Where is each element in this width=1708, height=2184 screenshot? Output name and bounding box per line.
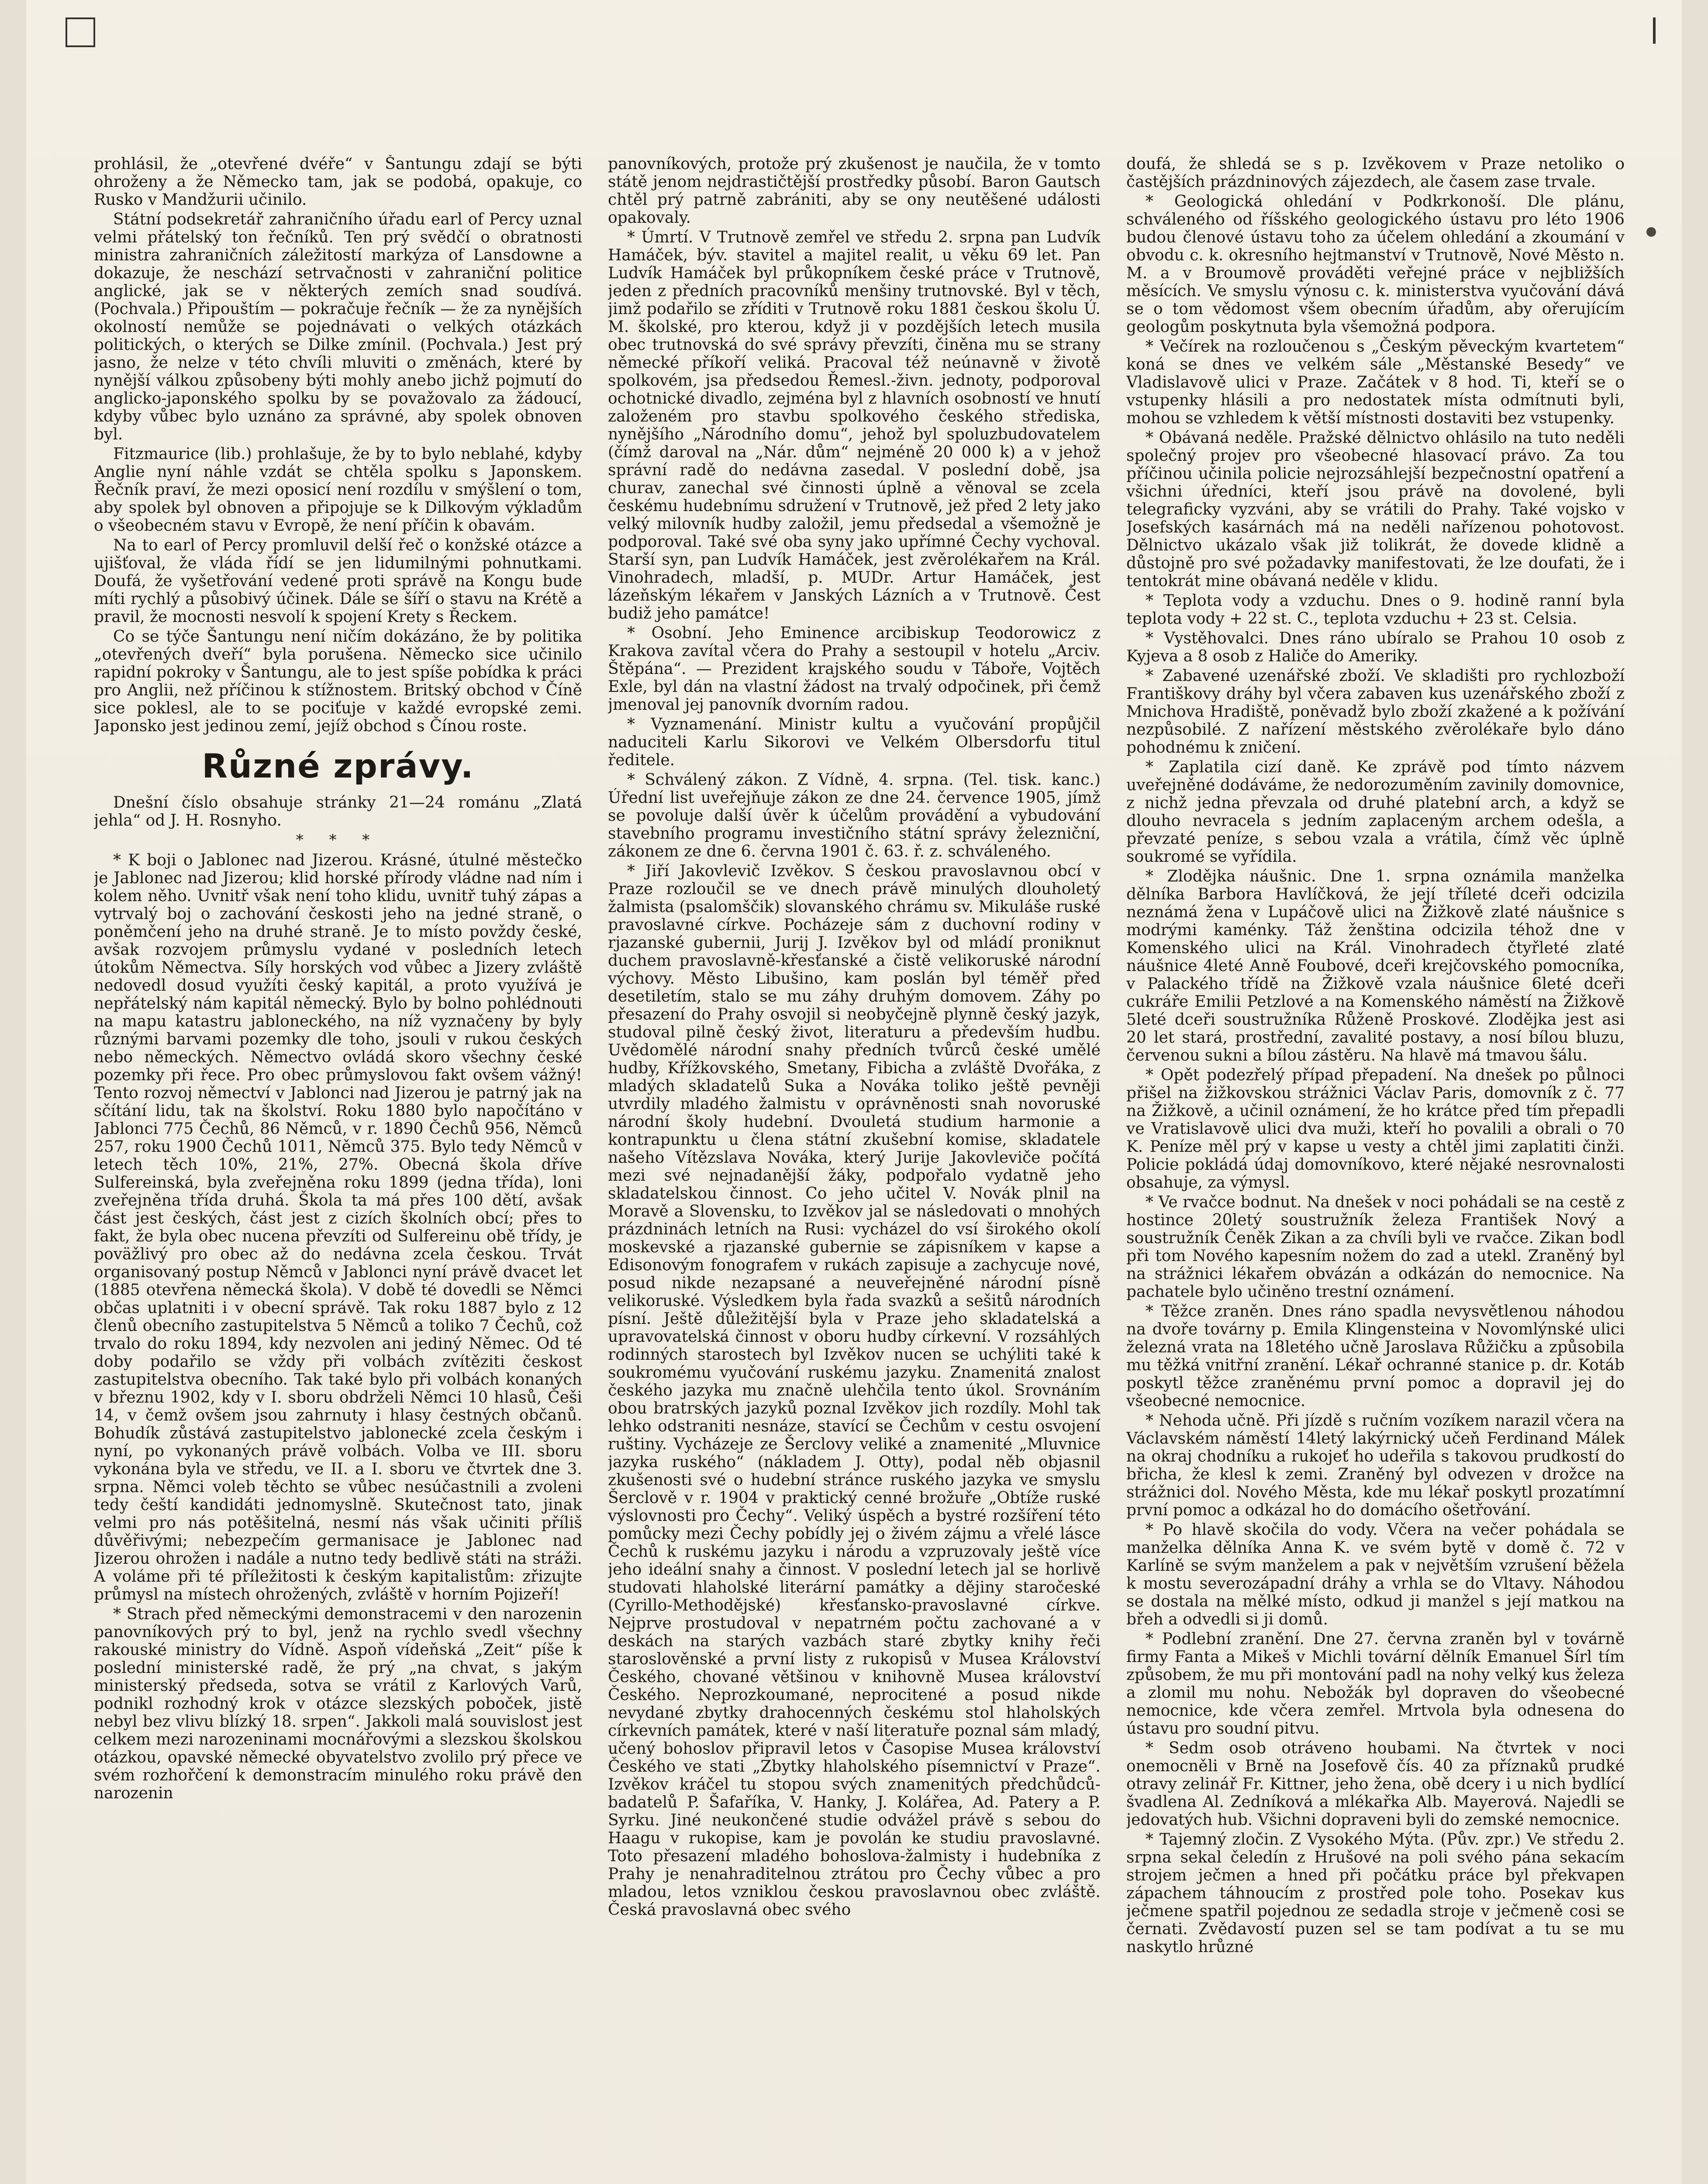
paragraph: * Tajemný zločin. Z Vysokého Mýta. (Pův. zpr.) Ve středu 2. srpna sekal čeledín z Hrušové na poli svého pána sekacím strojem ječmen a hned při počátku práce byl překvapen zápachem táhnoucím z prostřed pole toho. Posekav kus ječmene spatřil pojednou ze sedadla stroje v ječmeně cosi se černati. Zvědavostí puzen sel se tam podívat a tu se mu naskytlo hrůzné [1126,1831,1625,1956]
paragraph: * Jiří Jakovlevič Izvěkov. S českou pravoslavnou obcí v Praze rozloučil se ve dnech právě minulých dlouholetý žalmista (psalomščik) slovanského chrámu sv. Mikuláše ruské pravoslavné církve. Pocházeje sám z duchovní rodiny v rjazanské gubernii, Jurij J. Izvěkov byl od mládí proniknut duchem pravoslavně-křesťanské a čistě velikoruské národní výchovy. Město Libušino, kam poslán byl téměř před desetiletím, stalo se mu záhy druhým domovem. Záhy po přesazení do Prahy osvojil si neobyčejně plynně český jazyk, studoval pilně český život, literaturu a především hudbu. Uvědomělé národní snahy předních tvůrců české umělé hudby, Křížkovského, Smetany, Fibicha a zvláště Dvořáka, z mladých skladatelů Suka a Nováka toliko ještě pevněji utvrdily mladého žalmistu v oprávněnosti snah novoruské národní školy hudební. Dvouletá studium harmonie a kontrapunktu u člena státní zkušební komise, skladatele našeho Vítězslava Nováka, který Jurije Jakovleviče počítá mezi své nejnadanější žáky, podpořalo vydatně jeho skladatelskou činnost. Co jeho učitel V. Novák plnil na Moravě a Slovensku, to Izvěkov jal se následovati o mnohých prázdninách letních na Rusi: vycházel do vsí širokého okolí moskevské a rjazanské gubernie se zápisníkem v kapse a Edisonovým fonografem v rukách zapisuje a zachycuje nové, posud nikde nezapsané a neuveřejněné národní písně velikoruské. Výsledkem byla řada svazků a sešitů národních písní. Ještě důležitější byla v Praze jeho skladatelská a upravovatelská činnost v oboru hudby církevní. V rozsáhlých rodinných starostech byl Izvěkov nucen se uchýliti také k soukromému vyučování ruskému jazyku. Znamenitá znalost českého jazyka mu značně ulehčila tento úkol. Srovnáním obou bratrských jazyků poznal Izvěkov jich rozdíly. Mohl tak lehko odstraniti nesnáze, stavící se Čechům v cestu osvojení ruštiny. Vycházeje ze Šerclovy veliké a znamenité „Mluvnice jazyka ruského“ (nákladem J. Otty), podal něb objasnil zkušenosti své o hudební stránce ruského jazyka ve smyslu Šerclově v r. 1904 v praktický cenné brožuře „Obtíže ruské výslovnosti pro Čechy“. Veliký úspěch a bystré rozšíření této pomůcky mezi Čechy pobídly jej o živém zájmu a vřelé lásce Čechů k ruskému jazyku i národu a vzpruzovaly ještě více jeho ideální snahy a činnost. V poslední letech jal se horlivě studovati hlaholské literární památky a dějiny staročeské (Cyrillo-Methodějské) křesťansko-pravoslavné církve. Nejprve prostudoval v nepatrném počtu zachované a v deskách na starých vazbách staré zbytky knihy řeči staroslověnské a první listy z rukopisů v Musea Království Českého, chované většinou v knihovně Musea království Českého. Neprozkoumané, neprocitené a posud nikde nevydané zbytky drahocenných českému stol hlaholských církevních památek, které v naší literatuře poznal sám mladý, učený bohoslov připravil letos v Časopise Musea království Českého ve stati „Zbytky hlaholského písemnictví v Praze“. Izvěkov kráčel tu stopou svých znamenitých předchůdců-badatelů P. Šafaříka, V. Hanky, J. Kolářea, Ad. Patery a P. Syrku. Jiné neukončené studie odvážel právě s sebou do Haagu v rukopise, kam je povolán ke studiu pravoslavné. Toto přesazení mladého bohoslova-žalmisty i hudebníka z Prahy je nenahraditelnou ztrátou pro Čechy vůbec a pro mladou, letos vzniklou českou pravoslavnou obec zvláště. Česká pravoslavná obec svého [608,862,1101,1919]
paragraph: * Teplota vody a vzduchu. Dnes o 9. hodině ranní byla teplota vody + 22 st. C., teplota vzduchu + 23 st. Celsia. [1126,592,1625,628]
paragraph: * Schválený zákon. Z Vídně, 4. srpna. (Tel. tisk. kanc.) Úřední list uveřejňuje zákon ze dne 24. července 1905, jímž se povoluje další úvěr k účelům provádění a vybudování stavebního programu investičního státní správy železniční, zákonem ze dne 6. června 1901 č. 63. ř. z. schváleného. [608,771,1101,860]
paragraph: doufá, že shledá se s p. Izvěkovem v Praze netoliko o častějších prázdninových zájezdech, ale časem zase trvale. [1126,155,1625,191]
paragraph: * Opět podezřelý případ přepadení. Na dnešek po půlnoci přišel na žižkovskou strážnici Václav Paris, domovník z č. 77 na Žižkově, a učinil oznámení, že ho krátce před tím přepadli ve Vratislavově ulici dva muži, kteří ho povalili a obrali o 70 K. Peníze měl prý v kapse u vesty a chtěl jimi zaplatiti činži. Policie pokládá údaj domovníkovo, které nějaké nesrovnalosti obsahuje, za výmysl. [1126,1066,1625,1192]
scan-right-edge [1682,0,1708,2184]
paragraph: * Osobní. Jeho Eminence arcibiskup Teodorowicz z Krakova zavítal včera do Prahy a sestoupil v hotelu „Arciv. Štěpána“. — Prezident krajského soudu v Táboře, Vojtěch Exle, byl dán na vlastní žádost na trvalý odpočinek, při čemž jmenoval jej panovník dvorním radou. [608,624,1101,714]
column-3 [1126,155,1625,2184]
paragraph: * Geologická ohledání v Podkrkonoší. Dle plánu, schváleného od říšského geologického ústavu pro léto 1906 budou členové ústavu toho za účelem ohledání a zkoumání v obvodu c. k. okresního hejtmanství v Trutnově, Nové Město n. M. a v Broumově prováděti veřejné práce v nejbližších měsících. Ve smyslu výnosu c. k. ministerstva vyučování dává se o tom vědomost všem obecním úřadům, aby ořerujícím geologům poskytnuta byla všemožná podpora. [1126,193,1625,336]
separator-stars: * * * [296,831,380,849]
paragraph: * Těžce zraněn. Dnes ráno spadla nevysvětlenou náhodou na dvoře továrny p. Emila Klingensteina v Novomlýnské ulici železná vrata na 18letého učně Jaroslava Růžičku a způsobila mu těžká vnitřní zranění. Lékař ochranné stanice p. dr. Kotáb poskytl těžce zraněnému první pomoc a dopravil jej do všeobecné nemocnice. [1126,1303,1625,1410]
paragraph: * Strach před německými demonstracemi v den narozenin panovníkových prý to byl, jenž na rychlo svedl všechny rakouské ministry do Vídně. Aspoň vídeňská „Zeit“ píše k poslední ministerské radě, že prý „na chvat, s jakým ministerský předseda, sotva se vrátil z Karlových Varů, podnikl rozhodný krok v otázce slezských poboček, jistě nebyl bez vlivu blízký 18. srpen“. Jakkoli malá souvislost jest celkem mezi narozeninami mocnářovými a slezskou školskou otázkou, opavské německé obyvatelstvo zvolilo prý přece ve svém rozhořčení k demonstracím minulého roku právě den narozenin [94,1605,582,1802]
paragraph: * Ve rvačce bodnut. Na dnešek v noci pohádali se na cestě z hostince 20letý soustružník železa František Nový a soustružník Čeněk Zikan a za chvíli byli ve rvačce. Zikan bodl při tom Nového kapesním nožem do zad a utekl. Zraněný byl na strážnici lékařem obvázán a odkázán do nemocnice. Na pachatele bylo učiněno trestní oznámení. [1126,1193,1625,1301]
paragraph: * K boji o Jablonec nad Jizerou. Krásné, útulné městečko je Jablonec nad Jizerou; klid horské přírody vládne nad ním i kolem něho. Uvnitř však není toho klidu, uvnitř tuhý zápas a vytrvalý boj o zachování českosti jeho na jedné straně, o poněmčení jeho na druhé straně. Je to místo povždy české, avšak rozvojem průmyslu vydané v posledních letech útokům Němectva. Síly horských vod vůbec a Jizery zvláště nedovedl dosud využíti český kapitál, a proto využívá je nepřátelský nám kapitál německý. Bylo by bolno pohlédnouti na mapu katastru jabloneckého, na níž vyznačeny by byly různými barvami pozemky dle toho, jsouli v rukou českých nebo německých. Němectvo ovládá skoro všechny české pozemky při řece. Pro obec průmyslovou fakt ovšem vážný! Tento rozvoj němectví v Jablonci nad Jizerou je patrný jak na sčítání lidu, tak na školství. Roku 1880 bylo napočítáno v Jablonci 775 Čechů, 86 Němců, v r. 1890 Čechů 956, Němců 257, roku 1900 Čechů 1011, Němců 375. Bylo tedy Němců v letech těch 10%, 21%, 27%. Obecná škola dříve Sulfereinská, byla zveřejněna roku 1899 (jedna třída), loni zveřejněna třída druhá. Škola ta má přes 100 dětí, avšak část jest českých, část jest z cizích školních obcí; přes to fakt, že byla obec nucena převzíti od Sulfereinu obě třídy, je poväžlivý pro obec až do nedávna zcela českou. Trvát organisovaný postup Němců v Jablonci nyní právě dvacet let (1885 otevřena německá škola). V době té dovedli se Němci občas uplatniti i v obecní správě. Tak roku 1887 bylo z 12 členů obecního zastupitelstva 5 Němců a toliko 7 Čechů, což trvalo do roku 1894, kdy nezvolen ani jediný Němec. Od té doby podařilo se vždy při volbách zvítěziti českost zastupitelstva obecního. Tak také bylo při volbách konaných v březnu 1902, kdy v I. sboru obdrželi Němci 10 hlasů, Češi 14, v čemž ovšem jsou zahrnuty i hlasy čestných občanů. Bohudík zůstává zastupitelstvo jablonecké zcela českým i nyní, po vykonaných právě volbách. Volba ve III. sboru vykonána byla ve středu, ve II. a I. sboru ve čtvrtek dne 3. srpna. Němci voleb těchto se vůbec nesúčastnili a zvoleni tedy čeští kandidáti jednomyslně. Skutečnost tato, jinak velmi pro nás potěšitelná, nesmí nás však učiniti příliš důvěřivými; nebezpečím germanisace je Jablonec nad Jizerou ohrožen i nadále a nutno tedy bedlivě státi na stráži. A voláme při té příležitosti k českým kapitalistům: zřizujte průmysl na místech ohrožených, zvláště v horním Pojizeří! [94,851,582,1603]
corner-mark [1653,17,1673,44]
paragraph: * Zabavené uzenářské zboží. Ve skladišti pro rychlozboží Františkovy dráhy byl včera zabaven kus uzenářského zboží z Mnichova Hradiště, poněvadž bylo zboží zkažené a k požívání nezpůsobilé. Z nařízení městského zvěrolékaře bylo dáno pohodnému k zničení. [1126,667,1625,757]
paragraph: * Vyznamenání. Ministr kultu a vyučování propůjčil naduciteli Karlu Sikorovi ve Velkém Olbersdorfu titul ředitele. [608,715,1101,769]
article-columns [94,155,1625,2184]
paragraph: * Obávaná neděle. Pražské dělnictvo ohlásilo na tuto neděli společný projev pro všeobecné hlasovací právo. Za tou příčinou učinila policie nejrozsáhlejší bezpečnostní opatření a všichni úředníci, kteří jsou právě na dovolené, byli telegraficky vyzváni, aby se vrátili do Prahy. Také vojsko v Josefských kasárnách má na neděli nařízenou pohotovost. Dělnictvo ukázalo však již tolikrát, že dovede klidně a důstojně pro své požadavky manifestovati, že lze doufati, že i tentokrát mine obávaná neděle v klidu. [1126,429,1625,590]
section-heading: Různé zprávy. [202,746,474,785]
paragraph: * Podlební zranění. Dne 27. června zraněn byl v továrně firmy Fanta a Mikeš v Michli tovární dělník Emanuel Šírl tím způsobem, že mu při montování padl na nohy velký kus železa a zlomil mu nohu. Nebožák byl dopraven do všeobecné nemocnice, kde včera zemřel. Mrtvola byla odnesena do ústavu pro soudní pitvu. [1126,1630,1625,1738]
paragraph: Státní podsekretář zahraničního úřadu earl of Percy uznal velmi přátelský ton řečníků. Ten prý svědčí o obratnosti ministra zahraničních záležitostí markýza of Lansdowne a dokazuje, že neschází setrvačnosti v zahraniční politice anglické, jak se v některých zemích snad soudívá. (Pochvala.) Připouštím — pokračuje řečník — že za nynějších okolností nemůže se pojednávati o velkých otázkách politických, o kterých se Dilke zmínil. (Pochvala.) Jest prý jasno, že nelze v této chvíli mluviti o změnách, které by nynější válkou způsobeny býti mohly anebo jichž pojmutí do anglicko-japonského spolku by se považovalo za žádoucí, kdyby vůbec bylo uznáno za správné, aby spolek obnoven byl. [94,211,582,443]
scan-left-edge [0,0,26,2184]
ink-spot [1646,227,1656,237]
paragraph: Na to earl of Percy promluvil delší řeč o konžské otázce a ujišťoval, že vláda řídí se jen lidumilnými pohnutkami. Doufá, že vyšetřování vedené proti správě na Kongu bude míti rychlý a působivý účinek. Dále se šíří o stavu na Krétě a pravil, že mocnosti nesvolí k spojení Krety s Řeckem. [94,536,582,626]
paragraph: * Zlodějka náušnic. Dne 1. srpna oznámila manželka dělníka Barbora Havlíčková, že její tříleté dceři odcizila neznámá žena v Lupáčově ulici na Žižkově zlaté náušnice s modrými kaménky. Táž ženština odcizila téhož dne v Komenského ulici na Král. Vinohradech čtyřleté zlaté náušnice 4leté Anně Foubové, dceři krejčovského pomocníka, v Palackého třídě na Žižkově vzala náušnice 6leté dceři cukráře Emilii Petzlové a na Komenského náměstí na Žižkově 5leté dceři soustružníka Růženě Proskové. Zlodějka jest asi 20 let stará, prostřední, zavalité postavy, a nosí bílou bluzu, červenou sukni a bílou zástěru. Na hlavě má tmavou šálu. [1126,867,1625,1064]
paragraph: Co se týče Šantungu není ničím dokázáno, že by politika „otevřených dveří“ byla porušena. Německo sice učinilo rapidní pokroky v Šantungu, ale to jest spíše pobídka k práci pro Anglii, než příčinou k stížnostem. Britský obchod v Číně sice poklesl, ale to se pociťuje v každé evropské zemi. Japonsko jest jedinou zemí, jejíž obchod s Čínou roste. [94,628,582,735]
paragraph: * Vystěhovalci. Dnes ráno ubíralo se Prahou 10 osob z Kyjeva a 8 osob z Haliče do Ameriky. [1126,629,1625,665]
paragraph: * Nehoda učně. Při jízdě s ručním vozíkem narazil včera na Václavském náměstí 14letý lakýrnický učeň Ferdinand Málek na okraj chodníku a rukojeť ho udeřila s takovou prudkostí do břicha, že klesl k zemi. Zraněný byl odvezen v drožce na strážnici dol. Nového Města, kde mu lékař poskytl prozatímní první pomoc a odkázal ho do domácího ošetřování. [1126,1412,1625,1519]
column-2 [608,155,1101,2184]
paragraph: prohlásil, že „otevřené dvéře“ v Šantungu zdají se býti ohroženy a že Německo tam, jak se podobá, opakuje, co Rusko v Mandžurii učinilo. [94,155,582,209]
paragraph: * Po hlavě skočila do vody. Včera na večer pohádala se manželka dělníka Anna K. ve svém bytě v domě č. 72 v Karlíně se svým manželem a pak v největším vzrušení běžela k mostu severozápadní dráhy a vrhla se do Vltavy. Náhodou se dostala na mělké místo, odkud ji manžel s její matkou na břeh a odvedli si ji domů. [1126,1521,1625,1628]
paragraph: panovníkových, protože prý zkušenost je naučila, že v tomto státě jenom nejdrastičtější prostředky působí. Baron Gautsch chtěl prý patrně zabrániti, aby se ony neutěšené události opakovaly. [608,155,1101,227]
registration-mark [66,17,95,47]
paragraph: Fitzmaurice (lib.) prohlašuje, že by to bylo neblahé, kdyby Anglie nyní náhle vzdát se chtěla spolku s Japonskem. Řečník praví, že mezi oposicí není rozdílu v smýšlení o tom, aby spolek byl obnoven a připojuje se k Dilkovým výkladům o všeobecném stavu v Evropě, že není příčin k obavám. [94,445,582,535]
paragraph: * Večírek na rozloučenou s „Českým pěveckým kvartetem“ koná se dnes ve velkém sále „Městanské Besedy“ ve Vladislavově ulici v Praze. Začátek v 8 hod. Ti, kteří se o vstupenky hlásili a pro nedostatek místa odmítnuti byli, mohou se vzhledem k větší místnosti dostaviti bez vstupenky. [1126,338,1625,427]
paragraph: * Úmrtí. V Trutnově zemřel ve středu 2. srpna pan Ludvík Hamáček, býv. stavitel a majitel realit, u věku 69 let. Pan Ludvík Hamáček byl průkopníkem české práce v Trutnově, jeden z předních pracovníků menšiny trutnovské. Byl v těch, jimž podařilo se zříditi v Trutnově roku 1881 českou školu Ú. M. školské, pro kterou, když ji v pozdějších letech musila obec trutnovská do své správy převzíti, činěna mu se strany německé příkoří veliká. Pracoval též neúnavně v životě spolkovém, jsa předsedou Řemesl.-živn. jednoty, podporoval ochotnické divadlo, zejména byl z hlavních osobností ve hnutí založeném pro stavbu spolkového českého střediska, nynějšího „Národního domu“, jehož byl spoluzbudovatelem (čímž daroval na „Nár. dům“ nejméně 20 000 k) a v jehož správní radě do nedávna zasedal. V poslední době, jsa churav, zanechal své činnosti úplně a věnoval se zcela českému hudebnímu sdružení v Trutnově, jež před 2 lety jako velký milovník hudby založil, jemu předsedal a všemožně je podporoval. Také své oba syny jako upřímné Čechy vychoval. Starší syn, pan Ludvík Hamáček, jest zvěrolékařem na Král. Vinohradech, mladší, p. MUDr. Artur Hamáček, jest lázeňským lékařem v Janských Lázních a v Trutnově. Čest budiž jeho památce! [608,228,1101,622]
column-1 [94,155,582,2184]
paragraph: * Sedm osob otráveno houbami. Na čtvrtek v noci onemocněli v Brně na Josefově čís. 40 za příznaků prudké otravy zelinář Fr. Kittner, jeho žena, obě dcery i u nich bydlící švadlena Al. Zedníková a mlékařka Alb. Mayerová. Najedli se jedovatých hub. Všichni dopraveni byli do zemské nemocnice. [1126,1739,1625,1829]
serial-notice: Dnešní číslo obsahuje stránky 21—24 románu „Zlatá jehla“ od J. H. Rosnyho. [94,794,582,829]
paragraph: * Zaplatila cizí daně. Ke zprávě pod tímto názvem uveřejněné dodáváme, že nedorozuměním zavinily domovnice, z nichž jedna převzala od druhé platební arch, a když se dlouho nevracela s jedním zaplaceným archem odešla, a převzaté peníze, s sebou vzala a vrátila, čímž věc úplně soukromé se vyřídila. [1126,758,1625,866]
